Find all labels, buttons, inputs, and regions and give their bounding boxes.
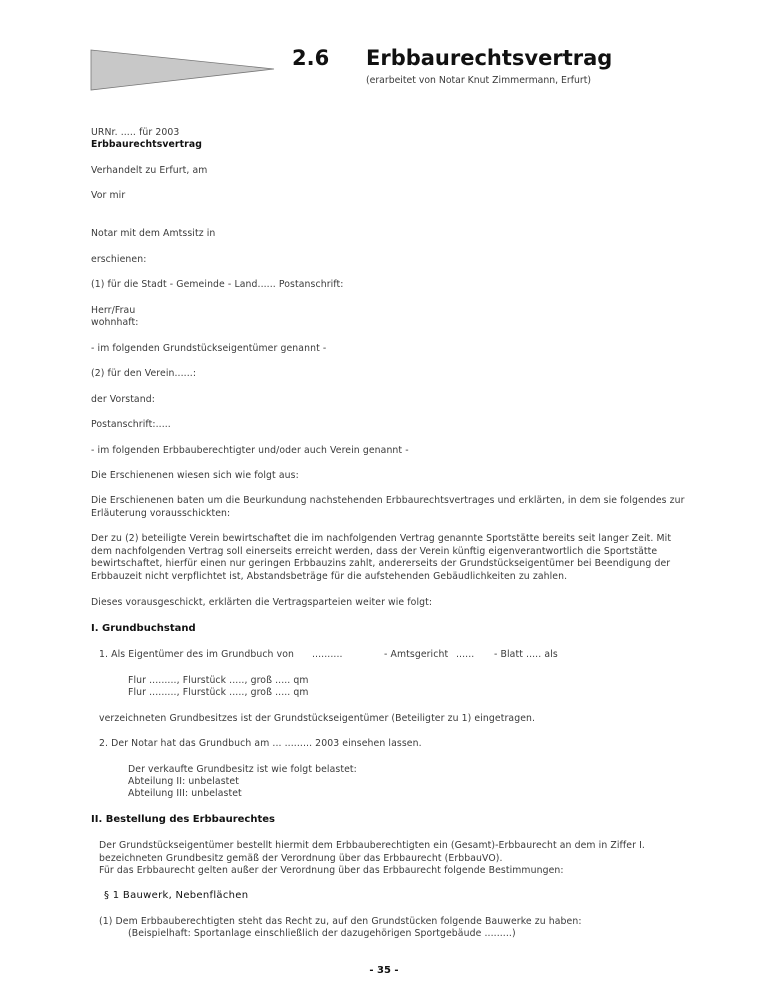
section-number: 2.6 xyxy=(292,46,330,70)
paragraph-1-heading: § 1 Bauwerk, Nebenflächen xyxy=(104,890,249,901)
abteilung-2-line: Abteilung II: unbelastet xyxy=(128,776,239,787)
bestimmungen-line: Für das Erbbaurecht gelten außer der Verordnung über das Erbbaurecht folgende Bestimmungen: xyxy=(99,865,564,876)
vorausgeschickt-line: Dieses vorausgeschickt, erklärten die Vertragsparteien weiter wie folgt: xyxy=(91,597,433,608)
grundbuch-einsicht-line: 2. Der Notar hat das Grundbuch am ... ......... 2003 einsehen lassen. xyxy=(99,738,422,749)
vor-mir-line: Vor mir xyxy=(91,190,126,201)
paragraph-1-text: (1) Dem Erbbauberechtigten steht das Recht zu, auf den Grundstücken folgende Bauwerke zu haben: xyxy=(99,916,582,927)
bestellung-paragraph: Der Grundstückseigentümer bestellt hiermit dem Erbbauberechtigten ein (Gesamt)-Erbbaurecht an dem in Ziffer I. bezeichneten Grundbesitz gemäß der Verordnung über das Erbbaurecht (ErbbauVO). xyxy=(99,840,645,864)
paragraph-1-example: (Beispielhaft: Sportanlage einschließlich der dazugehörigen Sportgebäude .........) xyxy=(128,928,516,939)
section-2-heading: II. Bestellung des Erbbaurechtes xyxy=(91,814,275,825)
notar-line: Notar mit dem Amtssitz in xyxy=(91,228,216,239)
amtsgericht-placeholder: ...... xyxy=(456,649,475,660)
flur-line-1: Flur ........., Flurstück ....., groß ..... qm xyxy=(128,675,309,686)
urnr-line: URNr. ..... für 2003 xyxy=(91,127,180,138)
page-title: Erbbaurechtsvertrag xyxy=(366,46,613,70)
belastung-line: Der verkaufte Grundbesitz ist wie folgt belastet: xyxy=(128,764,357,775)
wohnhaft-line: wohnhaft: xyxy=(91,317,139,328)
page-number: - 35 - xyxy=(369,965,399,976)
vorstand-line: der Vorstand: xyxy=(91,394,155,405)
vorbemerkung-paragraph: Der zu (2) beteiligte Verein bewirtschaftet die im nachfolgenden Vertrag genannte Sportstätte bereits seit langer Zeit. Mit dem nachfolgenden Vertrag soll einerseits erreicht werden, dass der Verein künftig eigenverantwortlich die Sportstätte bewirtschaftet, hierfür einen nur geringen Erbbauzins zahlt, andererseits der Grundstückseigentümer bei Beendigung der Erbbauzeit nicht verpflichtet ist, Abstandsbeträge für die aufstehenden Gebäudlichkeiten zu zahlen. xyxy=(91,533,672,582)
party-1-role: - im folgenden Grundstückseigentümer genannt - xyxy=(91,343,327,354)
grundbuch-placeholder: .......... xyxy=(312,649,343,660)
party-1-line: (1) für die Stadt - Gemeinde - Land...... Postanschrift: xyxy=(91,279,344,290)
party-2-line: (2) für den Verein......: xyxy=(91,368,197,379)
verhandelt-line: Verhandelt zu Erfurt, am xyxy=(91,165,208,176)
party-2-role: - im folgenden Erbbauberechtigter und/oder auch Verein genannt - xyxy=(91,445,409,456)
ausweis-line: Die Erschienenen wiesen sich wie folgt aus: xyxy=(91,470,299,481)
postanschrift-line: Postanschrift:..... xyxy=(91,419,171,430)
blatt-label: - Blatt ..... als xyxy=(494,649,558,660)
beurkundung-paragraph: Die Erschienenen baten um die Beurkundung nachstehenden Erbbaurechtsvertrages und erklärten, in dem sie folgendes zur Erläuterung vorausschickten: xyxy=(91,495,685,519)
erschienen-line: erschienen: xyxy=(91,254,147,265)
amtsgericht-label: - Amtsgericht xyxy=(384,649,449,660)
header-wedge xyxy=(90,49,276,91)
herr-frau-line: Herr/Frau xyxy=(91,305,136,316)
eigentuemer-line-start: 1. Als Eigentümer des im Grundbuch von xyxy=(99,649,294,660)
page-subtitle: (erarbeitet von Notar Knut Zimmermann, Erfurt) xyxy=(366,75,591,86)
section-1-heading: I. Grundbuchstand xyxy=(91,623,196,634)
flur-line-2: Flur ........., Flurstück ....., groß ..... qm xyxy=(128,687,309,698)
abteilung-3-line: Abteilung III: unbelastet xyxy=(128,788,242,799)
document-title: Erbbaurechtsvertrag xyxy=(91,139,202,150)
verzeichnet-line: verzeichneten Grundbesitzes ist der Grundstückseigentümer (Beteiligter zu 1) eingetragen. xyxy=(99,713,536,724)
